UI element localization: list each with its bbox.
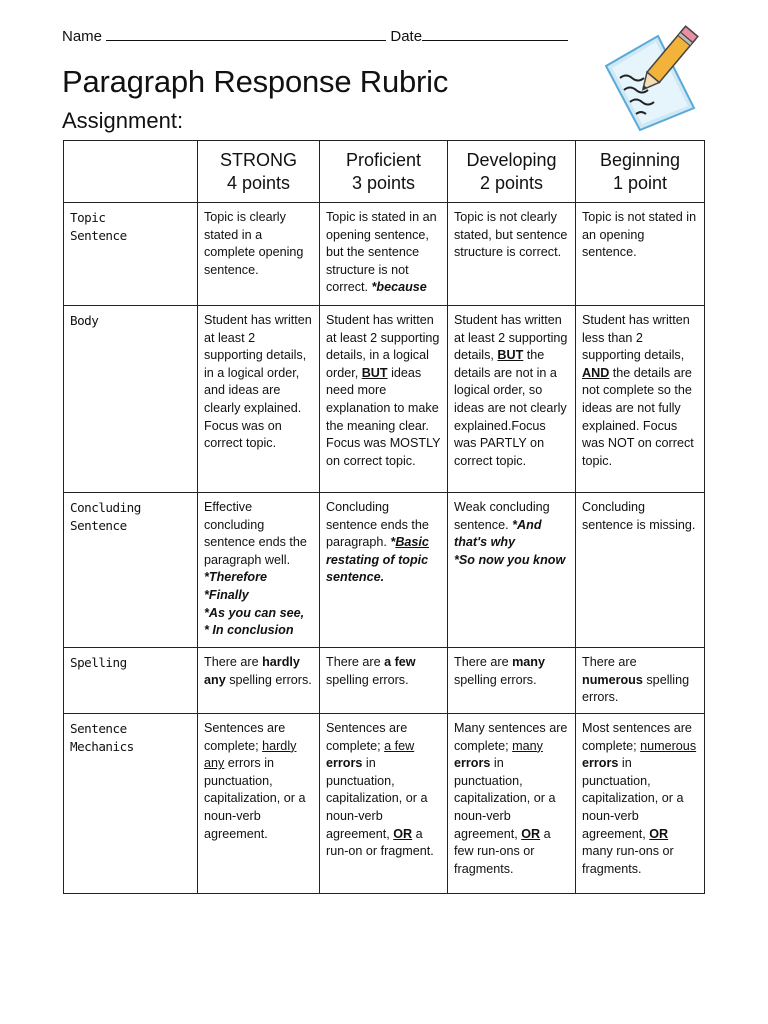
table-row bbox=[64, 714, 705, 894]
emphasis-text: OR bbox=[521, 826, 541, 841]
column-name: STRONG bbox=[219, 149, 297, 170]
assignment-label: Assignment: bbox=[62, 108, 184, 133]
emphasis-text: * bbox=[390, 535, 396, 550]
rubric-cell: Most sentences are complete; numerous errors in punctuation, capitalization, or a noun-verb agreement, OR many run-ons or fragments. bbox=[576, 714, 705, 894]
rubric-cell: Topic is clearly stated in a complete opening sentence. bbox=[198, 203, 320, 306]
criterion-sentence-mechanics bbox=[64, 714, 198, 894]
rubric-cell: Topic is not stated in an opening sentence. bbox=[576, 203, 705, 306]
emphasis-text: errors bbox=[326, 756, 363, 771]
date-label: Date bbox=[390, 28, 423, 45]
rubric-cell: Many sentences are complete; many errors in punctuation, capitalization, or a noun-verb agreement, OR a few run-ons or fragments. bbox=[448, 714, 576, 894]
emphasis-text: a few bbox=[384, 655, 416, 669]
rubric-cell: Weak concluding sentence. *And that's why *So now you know bbox=[448, 493, 576, 648]
emphasis-text: hardly any bbox=[204, 738, 297, 771]
name-date-line bbox=[62, 28, 568, 45]
criterion-line: Spelling bbox=[70, 655, 127, 670]
rubric-cell: Concluding sentence is missing. bbox=[576, 493, 705, 648]
emphasis-text: OR bbox=[649, 826, 669, 841]
rubric-cell: There are hardly any spelling errors. bbox=[198, 648, 320, 714]
emphasis-text: many bbox=[512, 738, 543, 753]
rubric-cell: Effective concluding sentence ends the paragraph well. *Therefore *Finally *As you can see, * In conclusion bbox=[198, 493, 320, 648]
emphasis-text: Basic bbox=[395, 535, 429, 550]
emphasis-text: errors bbox=[454, 756, 491, 771]
criterion-spelling bbox=[64, 648, 198, 714]
column-header-developing bbox=[448, 141, 576, 203]
emphasis-text: a few bbox=[384, 738, 415, 753]
column-name: Proficient bbox=[345, 149, 422, 170]
emphasis-text: restating of topic sentence. bbox=[326, 552, 429, 585]
criterion-line: Sentence bbox=[70, 227, 127, 243]
header-row bbox=[64, 141, 705, 203]
table-row bbox=[64, 648, 705, 714]
rubric-cell: Student has written at least 2 supporting details, in a logical order, BUT ideas need more explanation to make the meaning clear. Focus was MOSTLY on correct topic. bbox=[320, 306, 448, 493]
paper-pencil-icon bbox=[596, 22, 706, 134]
column-header-beginning bbox=[576, 141, 705, 203]
emphasis-text: *Therefore *Finally *As you can see, * In conclusion bbox=[204, 570, 305, 638]
table-row bbox=[64, 203, 705, 306]
column-points: 2 points bbox=[479, 172, 544, 193]
emphasis-text: errors bbox=[582, 756, 619, 771]
column-points: 1 point bbox=[612, 172, 668, 193]
emphasis-text: numerous bbox=[640, 738, 697, 753]
emphasis-text: *And that's why *So now you know bbox=[454, 517, 566, 567]
column-points: 3 points bbox=[351, 172, 416, 193]
emphasis-text: hardly any bbox=[204, 655, 300, 687]
column-header-proficient bbox=[320, 141, 448, 203]
column-header-strong bbox=[198, 141, 320, 203]
name-blank-field[interactable] bbox=[106, 28, 386, 41]
emphasis-text: BUT bbox=[497, 348, 524, 363]
criterion-line: Concluding bbox=[70, 500, 141, 515]
table-row bbox=[64, 306, 705, 493]
date-blank-field[interactable] bbox=[422, 28, 568, 41]
criterion-line: Topic bbox=[70, 210, 106, 225]
rubric-cell: Topic is stated in an opening sentence, but the sentence structure is not correct. *because bbox=[320, 203, 448, 306]
emphasis-text: BUT bbox=[361, 365, 388, 380]
rubric-cell: There are many spelling errors. bbox=[448, 648, 576, 714]
column-name: Developing bbox=[466, 149, 557, 170]
emphasis-text: many bbox=[512, 655, 546, 669]
name-label: Name bbox=[62, 28, 103, 45]
emphasis-text: numerous bbox=[582, 672, 643, 687]
corner-cell bbox=[64, 141, 198, 203]
criterion-concluding-sentence bbox=[64, 493, 198, 648]
rubric-cell: Student has written at least 2 supporting details, BUT the details are not in a logical order, so ideas are not clearly explained.Focus was PARTLY on correct topic. bbox=[448, 306, 576, 493]
criterion-body bbox=[64, 306, 198, 493]
criterion-line: Sentence bbox=[70, 517, 127, 533]
column-points: 4 points bbox=[226, 172, 291, 193]
rubric-table bbox=[63, 140, 705, 894]
rubric-cell: Student has written at least 2 supporting details, in a logical order, and ideas are clearly explained. Focus was on correct topic. bbox=[198, 306, 320, 493]
emphasis-text: *because bbox=[371, 280, 427, 295]
rubric-cell: Concluding sentence ends the paragraph. *Basic restating of topic sentence. bbox=[320, 493, 448, 648]
criterion-topic-sentence bbox=[64, 203, 198, 306]
rubric-cell: There are numerous spelling errors. bbox=[576, 648, 705, 714]
rubric-cell: Sentences are complete; hardly any errors in punctuation, capitalization, or a noun-verb agreement. bbox=[198, 714, 320, 894]
criterion-line: Mechanics bbox=[70, 738, 134, 754]
rubric-cell: Student has written less than 2 supporting details, AND the details are not complete so the ideas are not fully explained. Focus was NOT on correct topic. bbox=[576, 306, 705, 493]
criterion-line: Body bbox=[70, 313, 99, 328]
rubric-cell: Sentences are complete; a few errors in punctuation, capitalization, or a noun-verb agreement, OR a run-on or fragment. bbox=[320, 714, 448, 894]
column-name: Beginning bbox=[599, 149, 681, 170]
rubric-cell: Topic is not clearly stated, but sentence structure is correct. bbox=[448, 203, 576, 306]
criterion-line: Sentence bbox=[70, 721, 127, 736]
emphasis-text: AND bbox=[582, 365, 610, 380]
page-title: Paragraph Response Rubric bbox=[62, 64, 449, 99]
rubric-cell: There are a few spelling errors. bbox=[320, 648, 448, 714]
emphasis-text: OR bbox=[393, 826, 413, 841]
table-row bbox=[64, 493, 705, 648]
